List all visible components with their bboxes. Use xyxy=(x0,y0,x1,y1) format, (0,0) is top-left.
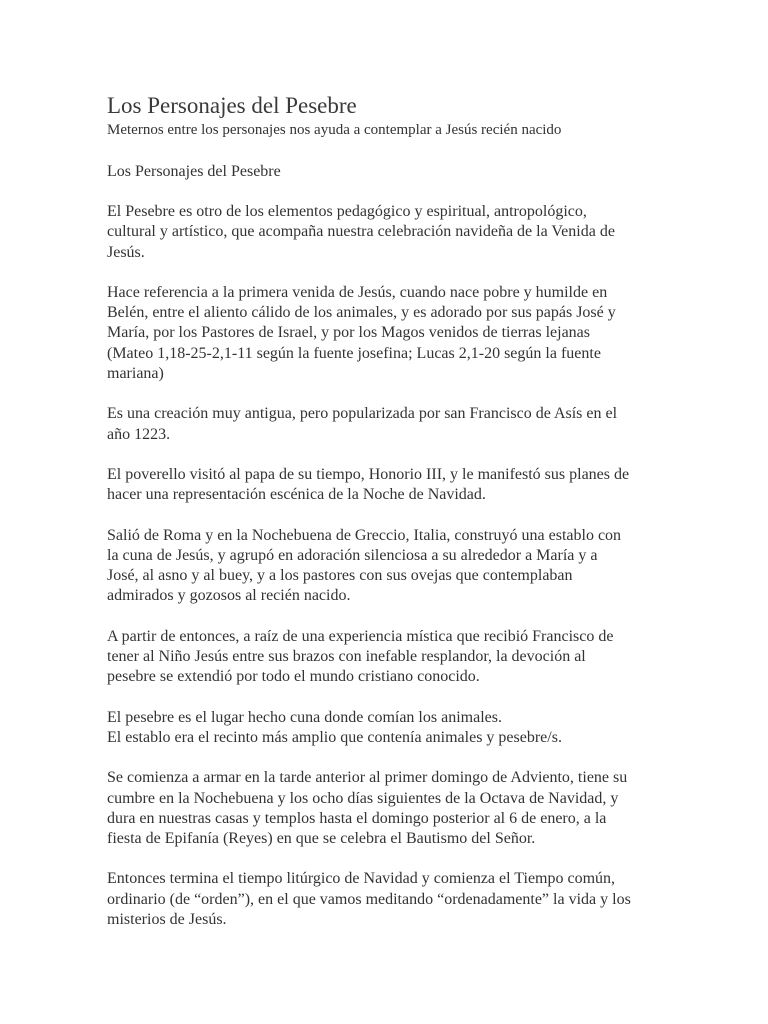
paragraph-3: Es una creación muy antigua, pero popularizada por san Francisco de Asís en el año 1223. xyxy=(107,405,618,443)
document-subtitle: Meternos entre los personajes nos ayuda a contemplar a Jesús recién nacido xyxy=(107,122,562,138)
document-body xyxy=(107,202,708,930)
section-heading: Los Personajes del Pesebre xyxy=(107,163,281,180)
paragraph-7: El pesebre es el lugar hecho cuna donde comían los animales. El establo era el recinto más amplio que contenía animales y pesebre/s. xyxy=(107,708,562,746)
paragraph-1: El Pesebre es otro de los elementos pedagógico y espiritual, antropológico, cultural y artístico, que acompaña nuestra celebración navideña de la Venida de Jesús. xyxy=(107,203,615,261)
paragraph-6: A partir de entonces, a raíz de una experiencia mística que recibió Francisco de tener al Niño Jesús entre sus brazos con inefable resplandor, la devoción al pesebre se extendió por todo el mundo cristiano conocido. xyxy=(107,627,614,686)
paragraph-9: Entonces termina el tiempo litúrgico de Navidad y comienza el Tiempo común, ordinario (de “orden”), en el que vamos meditando “ordenadamente” la vida y los misterios de Jesús. xyxy=(107,870,631,929)
document-title: Los Personajes del Pesebre xyxy=(107,93,357,118)
paragraph-2: Hace referencia a la primera venida de Jesús, cuando nace pobre y humilde en Belén, entre el aliento cálido de los animales, y es adorado por sus papás José y María, por los Pastores de Israel, y por los Magos venidos de tierras lejanas (Mateo 1,18-25-2,1-11 según la fuente josefina; Lucas 2,1-20 según la fuente mariana) xyxy=(107,283,616,383)
paragraph-4: El poverello visitó al papa de su tiempo, Honorio III, y le manifestó sus planes de hacer una representación escénica de la Noche de Navidad. xyxy=(107,465,630,504)
paragraph-8: Se comienza a armar en la tarde anterior al primer domingo de Adviento, tiene su cumbre en la Nochebuena y los ocho días siguientes de la Octava de Navidad, y dura en nuestras casas y templos hasta el domingo posterior al 6 de enero, a la fiesta de Epifanía (Reyes) en que se celebra el Bautismo del Señor. xyxy=(107,769,628,848)
paragraph-5: Salió de Roma y en la Nochebuena de Greccio, Italia, construyó una establo con la cuna de Jesús, y agrupó en adoración silenciosa a su alrededor a María y a José, al asno y al buey, y a los pastores con sus ovejas que contemplaban admirados y gozosos al recién nacido. xyxy=(107,526,622,605)
